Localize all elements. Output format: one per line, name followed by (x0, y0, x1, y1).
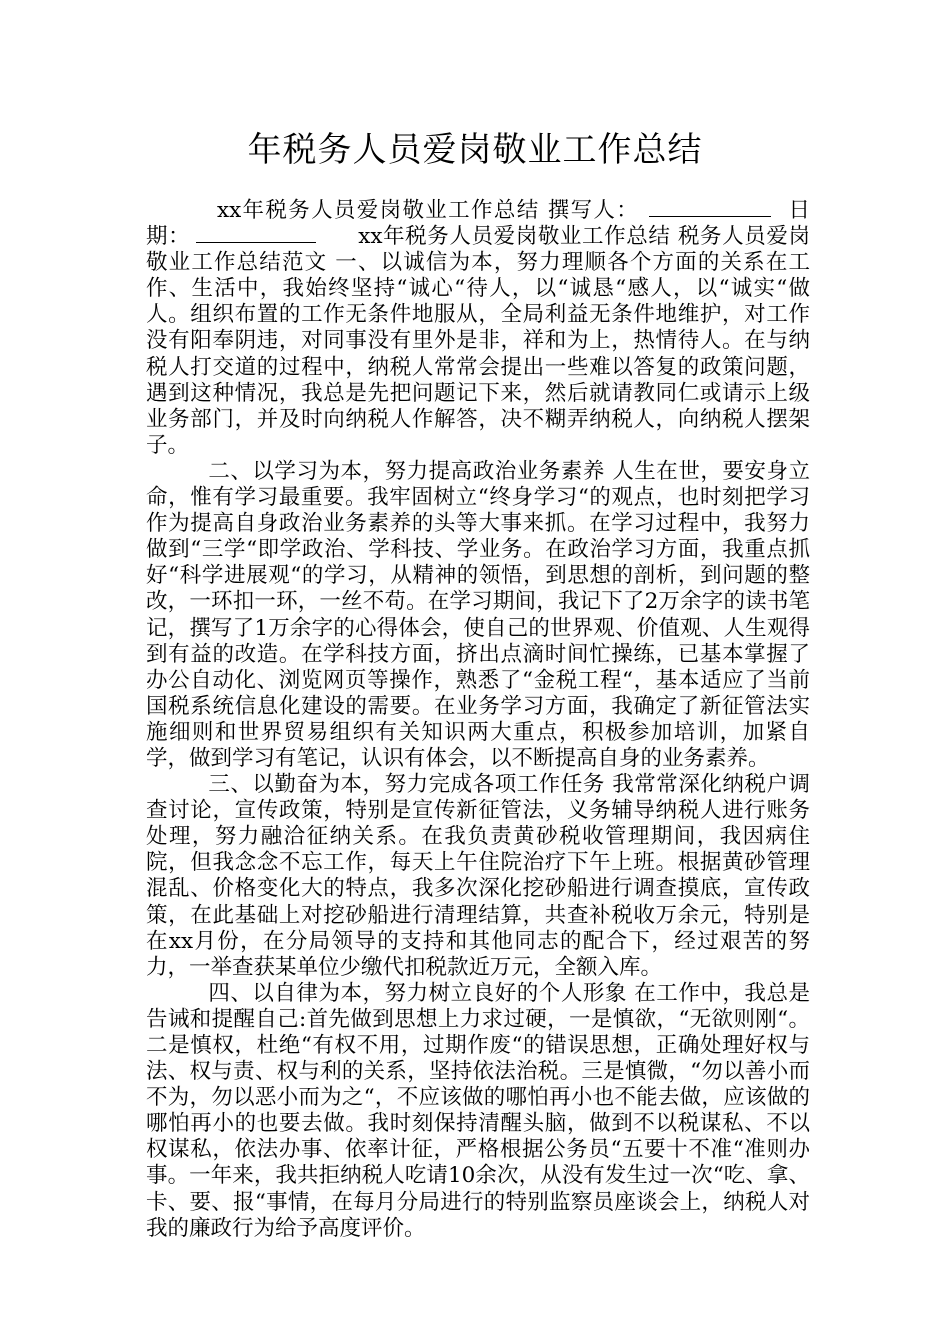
document-body (146, 198, 810, 1242)
lead-text: 税务人员爱岗敬业工作总结范文 (146, 224, 810, 276)
paragraph-1: 一、以诚信为本，努力理顺各个方面的关系在工作、生活中，我始终坚持“诚心“待人，以“诚恳“感人，以“诚实“做人。组织布置的工作无条件地服从，全局利益无条件地维护，对工作没有阳奉阴违，对同事没有里外是非，祥和为上，热情待人。在与纳税人打交道的过程中，纳税人常常会提出一些难以答复的政策问题，遇到这种情况，我总是先把问题记下来，然后就请教同仁或请示上级业务部门，并及时向纳税人作解答，决不糊弄纳税人，向纳税人摆架子。 (146, 250, 810, 458)
date-blank (196, 224, 316, 243)
paragraph-3: 三、以勤奋为本，努力完成各项工作任务 我常常深化纳税户调查讨论，宣传政策，特别是宣传新征管法，义务辅导纳税人进行账务处理，努力融洽征纳关系。在我负责黄砂税收管理期间，我因病住院，但我念念不忘工作，每天上午住院治疗下午上班。根据黄砂管理混乱、价格变化大的特点，我多次深化挖砂船进行调查摸底，宣传政策，在此基础上对挖砂船进行清理结算，共查补税收万余元，特别是在xx月份，在分局领导的支持和其他同志的配合下，经过艰苦的努力，一举查获某单位少缴代扣税款近万元，全额入库。 (146, 772, 810, 980)
document-title: 年税务人员爱岗敬业工作总结 (247, 130, 703, 170)
author-label: 撰写人： (547, 198, 640, 223)
doc-name: xx年税务人员爱岗敬业工作总结 (216, 198, 540, 223)
header-paragraph (146, 198, 810, 459)
date-label: 日期： (146, 198, 810, 250)
paragraph-2: 二、以学习为本，努力提高政治业务素养 人生在世，要安身立命，惟有学习最重要。我牢固树立“终身学习“的观点，也时刻把学习作为提高自身政治业务素养的头等大事来抓。在学习过程中，我努力做到“三学“即学政治、学科技、学业务。在政治学习方面，我重点抓好“科学进展观“的学习，从精神的领悟，到思想的剖析，到问题的整改，一环扣一环，一丝不苟。在学习期间，我记下了2万余字的读书笔记，撰写了1万余字的心得体会，使自己的世界观、价值观、人生观得到有益的改造。在学科技方面，挤出点滴时间忙操练，已基本掌握了办公自动化、浏览网页等操作，熟悉了“金税工程“，基本适应了当前国税系统信息化建设的需要。在业务学习方面，我确定了新征管法实施细则和世界贸易组织有关知识两大重点，积极参加培训，加紧自学，做到学习有笔记，认识有体会，以不断提高自身的业务素养。 (146, 458, 810, 771)
paragraph-4: 四、以自律为本，努力树立良好的个人形象 在工作中，我总是告诫和提醒自己:首先做到思想上力求过硬，一是慎欲，“无欲则刚“。二是慎权，杜绝“有权不用，过期作废“的错误思想，正确处理好权与法、权与责、权与利的关系，坚持依法治税。三是慎微，“勿以善小而不为，勿以恶小而为之“，不应该做的哪怕再小也不能去做，应该做的哪怕再小的也要去做。我时刻保持清醒头脑，做到不以税谋私、不以权谋私，依法办事、依率计征，严格根据公务员“五要十不准“准则办事。一年来，我共拒纳税人吃请10余次，从没有发生过一次“吃、拿、卡、要、报“事情，在每月分局进行的特别监察员座谈会上，纳税人对我的廉政行为给予高度评价。 (146, 980, 810, 1241)
author-blank (649, 198, 771, 217)
doc-name-2: xx年税务人员爱岗敬业工作总结 (358, 224, 671, 250)
